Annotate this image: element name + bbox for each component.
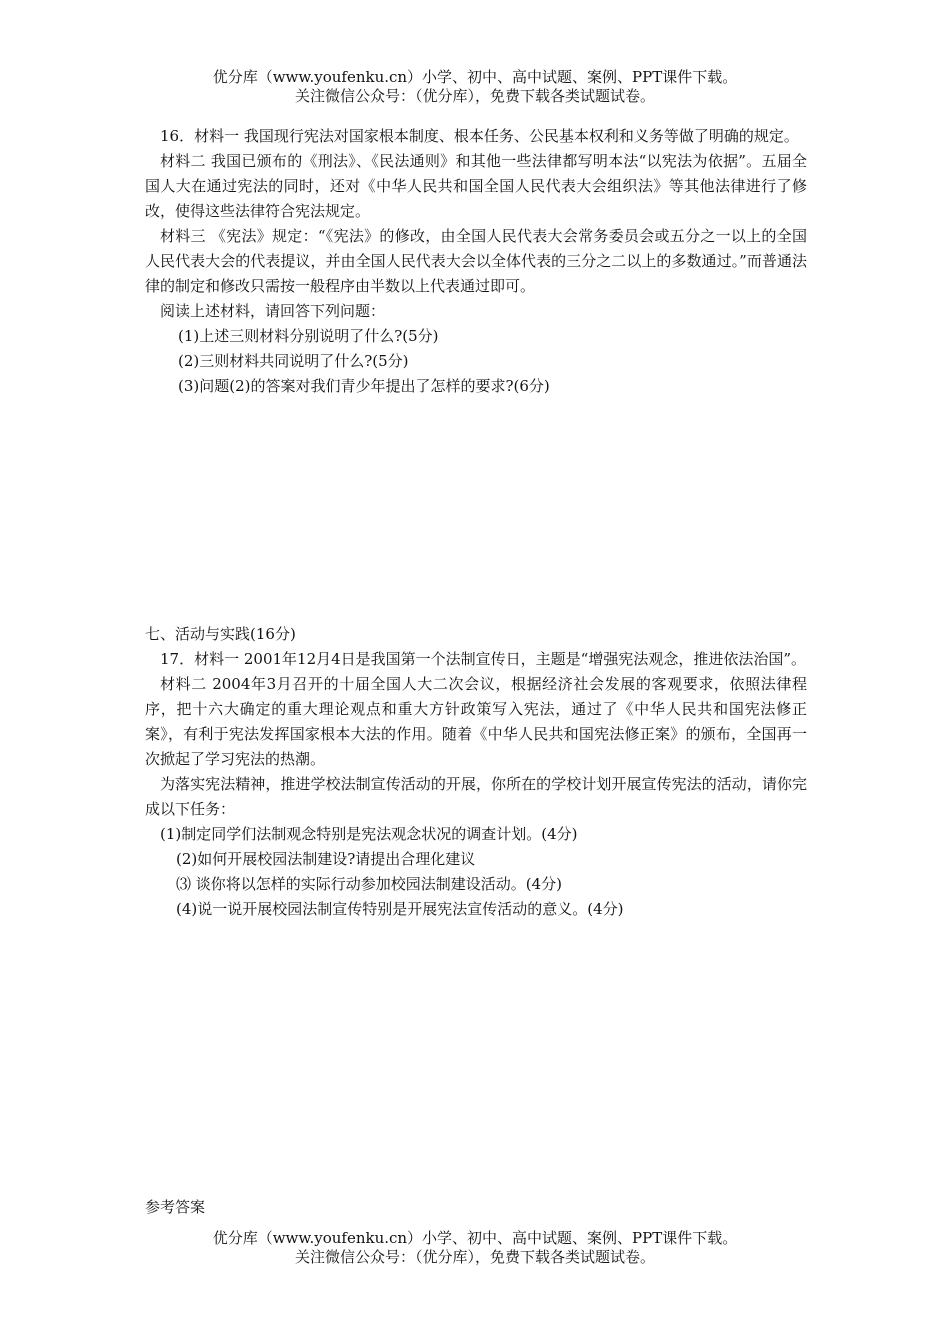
- question-17: [145, 622, 807, 922]
- q16-prompt: 阅读上述材料，请回答下列问题：: [160, 302, 386, 320]
- header-line-1: 优分库（www.youfenku.cn）小学、初中、高中试题、案例、PPT课件下载。: [212, 68, 738, 86]
- q16-item-3: (3)问题(2)的答案对我们青少年提出了怎样的要求?(6分): [178, 377, 550, 395]
- q17-item-2: (2)如何开展校园法制建设?请提出合理化建议: [176, 850, 476, 868]
- q17-item-3: ⑶ 谈你将以怎样的实际行动参加校园法制建设活动。(4分): [176, 875, 563, 893]
- section-7-title: 七、活动与实践(16分): [145, 625, 296, 643]
- q17-material-2: 材料二 2004年3月召开的十届全国人大二次会议，根据经济社会发展的客观要求，依照法律程序，把十六大确定的重大理论观点和重大方针政策写入宪法，通过了《中华人民共和国宪法修正案》，有利于宪法发挥国家根本大法的作用。随着《中华人民共和国宪法修正案》的颁布，全国再一次掀起了学习宪法的热潮。: [145, 675, 807, 768]
- question-16: [145, 124, 807, 399]
- page-footer: [0, 1229, 950, 1267]
- q16-item-1: (1)上述三则材料分别说明了什么?(5分): [178, 327, 439, 345]
- q16-material-1: 16．材料一 我国现行宪法对国家根本制度、根本任务、公民基本权利和义务等做了明确的规定。: [160, 127, 799, 145]
- answers-section: [145, 1195, 807, 1220]
- q17-item-1: (1)制定同学们法制观念特别是宪法观念状况的调查计划。(4分): [160, 825, 578, 843]
- q17-material-1: 17．材料一 2001年12月4日是我国第一个法制宣传日，主题是“增强宪法观念，推进依法治国”。: [160, 650, 806, 668]
- header-line-2: 关注微信公众号：（优分库），免费下载各类试题试卷。: [294, 87, 655, 105]
- footer-line-1: 优分库（www.youfenku.cn）小学、初中、高中试题、案例、PPT课件下载。: [212, 1229, 738, 1247]
- q17-item-4: (4)说一说开展校园法制宣传特别是开展宪法宣传活动的意义。(4分): [176, 900, 624, 918]
- page-header: [0, 68, 950, 106]
- q16-material-3: 材料三 《宪法》规定：“《宪法》的修改，由全国人民代表大会常务委员会或五分之一以上的全国人民代表大会的代表提议，并由全国人民代表大会以全体代表的三分之二以上的多数通过。”而普通法律的制定和修改只需按一般程序由半数以上代表通过即可。: [145, 227, 807, 295]
- answers-title: 参考答案: [145, 1198, 206, 1216]
- q17-intro: 为落实宪法精神，推进学校法制宣传活动的开展，你所在的学校计划开展宣传宪法的活动，请你完成以下任务：: [145, 775, 807, 818]
- footer-line-2: 关注微信公众号：（优分库），免费下载各类试题试卷。: [294, 1248, 655, 1266]
- q16-item-2: (2)三则材料共同说明了什么?(5分): [178, 352, 409, 370]
- q16-material-2: 材料二 我国已颁布的《刑法》、《民法通则》和其他一些法律都写明本法“以宪法为依据”。五届全国人大在通过宪法的同时，还对《中华人民共和国全国人民代表大会组织法》等其他法律进行了修改，使得这些法律符合宪法规定。: [145, 152, 807, 220]
